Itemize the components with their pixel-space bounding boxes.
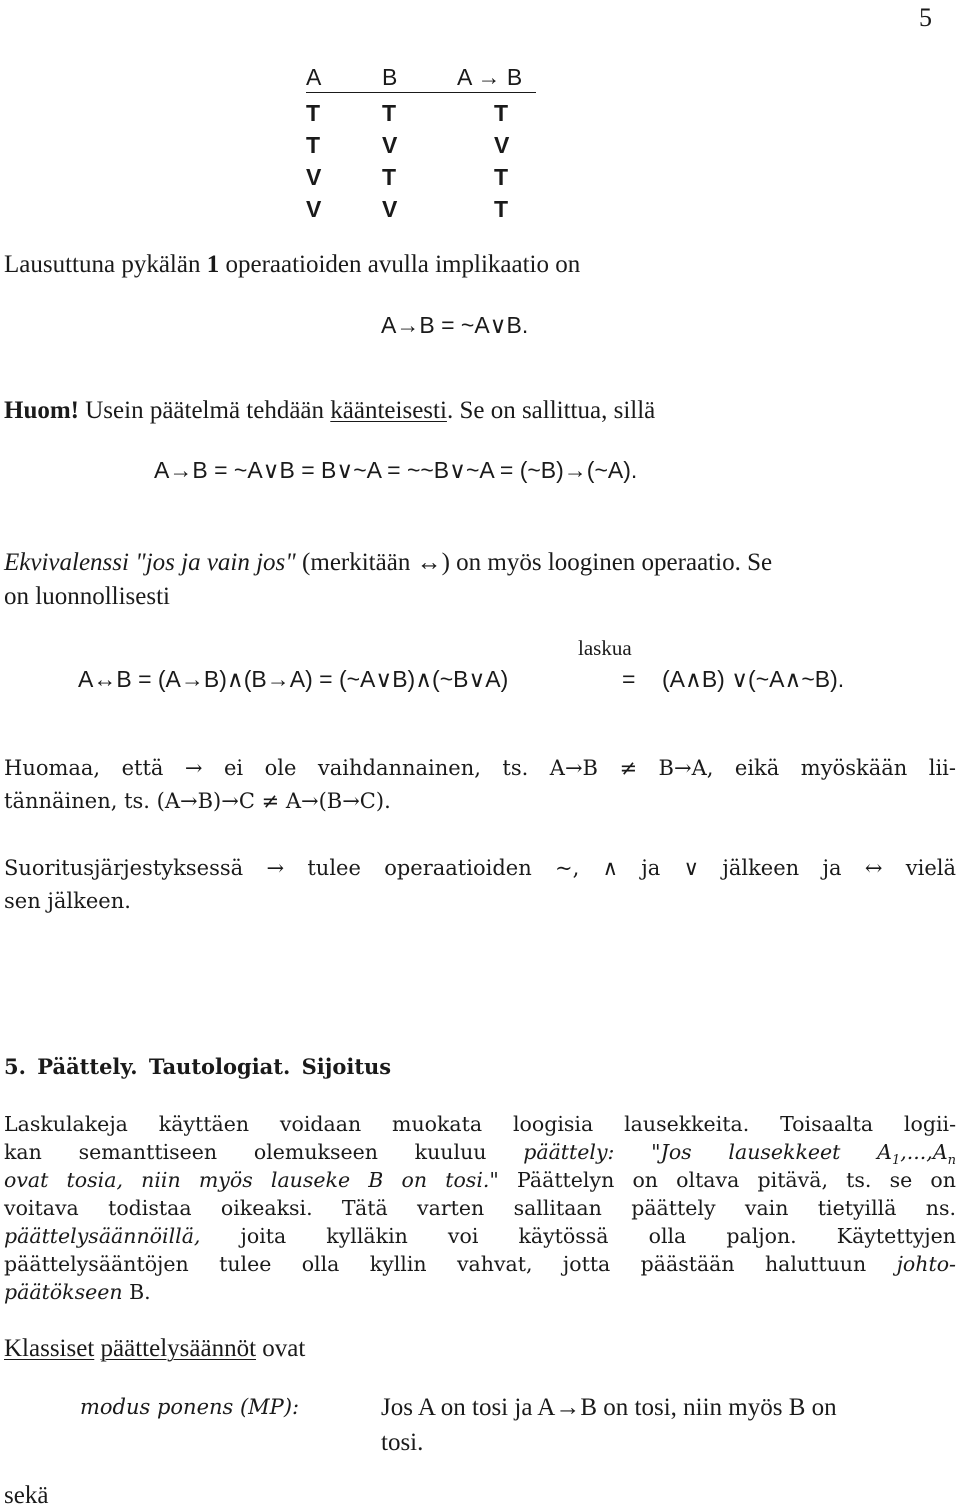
text: Lausuttuna pykälän	[4, 251, 207, 278]
laskulakeja-line-6	[4, 1250, 956, 1278]
text: B.	[122, 1280, 151, 1304]
laskulakeja-paragraph	[4, 1110, 956, 1306]
laskulakeja-line-5	[4, 1222, 956, 1250]
rule-body-line-2: tosi.	[381, 1429, 424, 1456]
text: päättely: "Jos lausekkeet A	[523, 1140, 892, 1164]
truth-table-header-b: B	[382, 64, 398, 90]
italic-text: Ekvivalenssi "jos ja vain jos"	[4, 549, 296, 576]
suoritus-paragraph	[4, 856, 956, 917]
truth-table-header-underline	[306, 92, 536, 93]
text: . Se on sallittua, sillä	[446, 397, 656, 424]
table-cell: V	[382, 196, 398, 222]
huomaa-line-1: Huomaa, että → ei ole vaihdannainen, ts. A→B ≠ B→A, eikä myöskään lii-	[4, 756, 956, 780]
text: operaatioiden avulla implikaatio on	[219, 251, 581, 278]
italic-text: ovat tosia, niin myös lauseke B on tosi."	[4, 1168, 499, 1192]
table-cell: T	[382, 100, 397, 126]
huom-paragraph	[4, 396, 655, 426]
laskulakeja-line-1: Laskulakeja käyttäen voidaan muokata loogisia lausekkeita. Toisaalta logii-	[4, 1112, 956, 1136]
text: päättelysääntöjen tulee olla kyllin vahvat, jotta päästään haluttuun	[4, 1252, 897, 1276]
laskulakeja-line-2	[4, 1138, 956, 1169]
ekvivalenssi-formula-left: A↔B = (A→B)∧(B→A) = (~A∨B)∧(~B∨A)	[78, 666, 509, 692]
text: joita kylläkin voi käytössä olla paljon. Käytettyjen	[200, 1224, 956, 1248]
table-cell: T	[494, 100, 509, 126]
ekvivalenssi-line-1	[4, 548, 956, 578]
italic-text: johto-	[896, 1252, 956, 1276]
italic-text	[523, 1140, 956, 1169]
ekvivalenssi-formula-equals: =	[622, 666, 636, 692]
underlined-text: Klassiset	[4, 1335, 95, 1362]
table-cell: V	[306, 164, 322, 190]
table-cell: T	[306, 132, 321, 158]
rule-body-line-1: Jos A on tosi ja A→B on tosi, niin myös B on	[381, 1394, 837, 1421]
text: Päättelyn on oltava pitävä, ts. se on	[498, 1168, 956, 1192]
ekvivalenssi-line-2: on luonnollisesti	[4, 583, 170, 610]
table-cell: T	[494, 164, 509, 190]
implication-paragraph	[4, 250, 580, 280]
huom-label: Huom!	[4, 397, 79, 424]
table-cell: V	[306, 196, 322, 222]
text: kan semanttiseen olemukseen kuuluu	[4, 1140, 524, 1164]
laskulakeja-line-3	[4, 1166, 956, 1194]
subscript: 1	[891, 1153, 901, 1169]
page-number: 5	[919, 3, 932, 32]
table-cell: V	[494, 132, 510, 158]
subscript: n	[947, 1153, 956, 1169]
suoritus-line-2: sen jälkeen.	[4, 889, 131, 913]
laskua-annotation: laskua	[578, 636, 632, 660]
section-heading: 5. Päättely. Tautologiat. Sijoitus	[4, 1054, 392, 1079]
implication-formula: A→B = ~A∨B.	[381, 312, 529, 338]
huom-formula: A→B = ~A∨B = B∨~A = ~~B∨~A = (~B)→(~A).	[154, 457, 638, 483]
laskulakeja-line-4: voitava todistaa oikeaksi. Tätä varten sallitaan päättely vain tietyillä ns.	[4, 1196, 956, 1220]
table-cell: T	[382, 164, 397, 190]
table-cell: T	[494, 196, 509, 222]
text: Usein päätelmä tehdään	[79, 397, 331, 424]
table-cell: V	[382, 132, 398, 158]
underlined-text: käänteisesti	[330, 397, 447, 424]
rule-name-modus-ponens: modus ponens (MP):	[80, 1395, 300, 1419]
italic-text: päättelysäännöillä,	[4, 1224, 201, 1248]
huomaa-paragraph	[4, 756, 956, 817]
klassiset-line	[4, 1334, 305, 1364]
footer-word: sekä	[4, 1482, 49, 1509]
laskulakeja-line-7	[4, 1278, 956, 1306]
suoritus-line-1: Suoritusjärjestyksessä → tulee operaatioiden ~, ∧ ja ∨ jälkeen ja ↔ vielä	[4, 856, 956, 880]
bold-text: 1	[206, 251, 220, 278]
ekvivalenssi-formula-right: (A∧B) ∨(~A∧~B).	[662, 666, 845, 692]
text: ,...,A	[900, 1140, 948, 1164]
italic-text: päätökseen	[4, 1280, 123, 1304]
huomaa-line-2: tännäinen, ts. (A→B)→C ≠ A→(B→C).	[4, 789, 391, 813]
underlined-text: päättelysäännöt	[100, 1335, 257, 1362]
text: (merkitään ↔) on myös looginen operaatio. Se	[295, 549, 773, 576]
text: ovat	[256, 1335, 306, 1362]
truth-table-header-a: A	[306, 64, 322, 90]
truth-table-header-implication: A → B	[457, 64, 523, 90]
table-cell: T	[306, 100, 321, 126]
